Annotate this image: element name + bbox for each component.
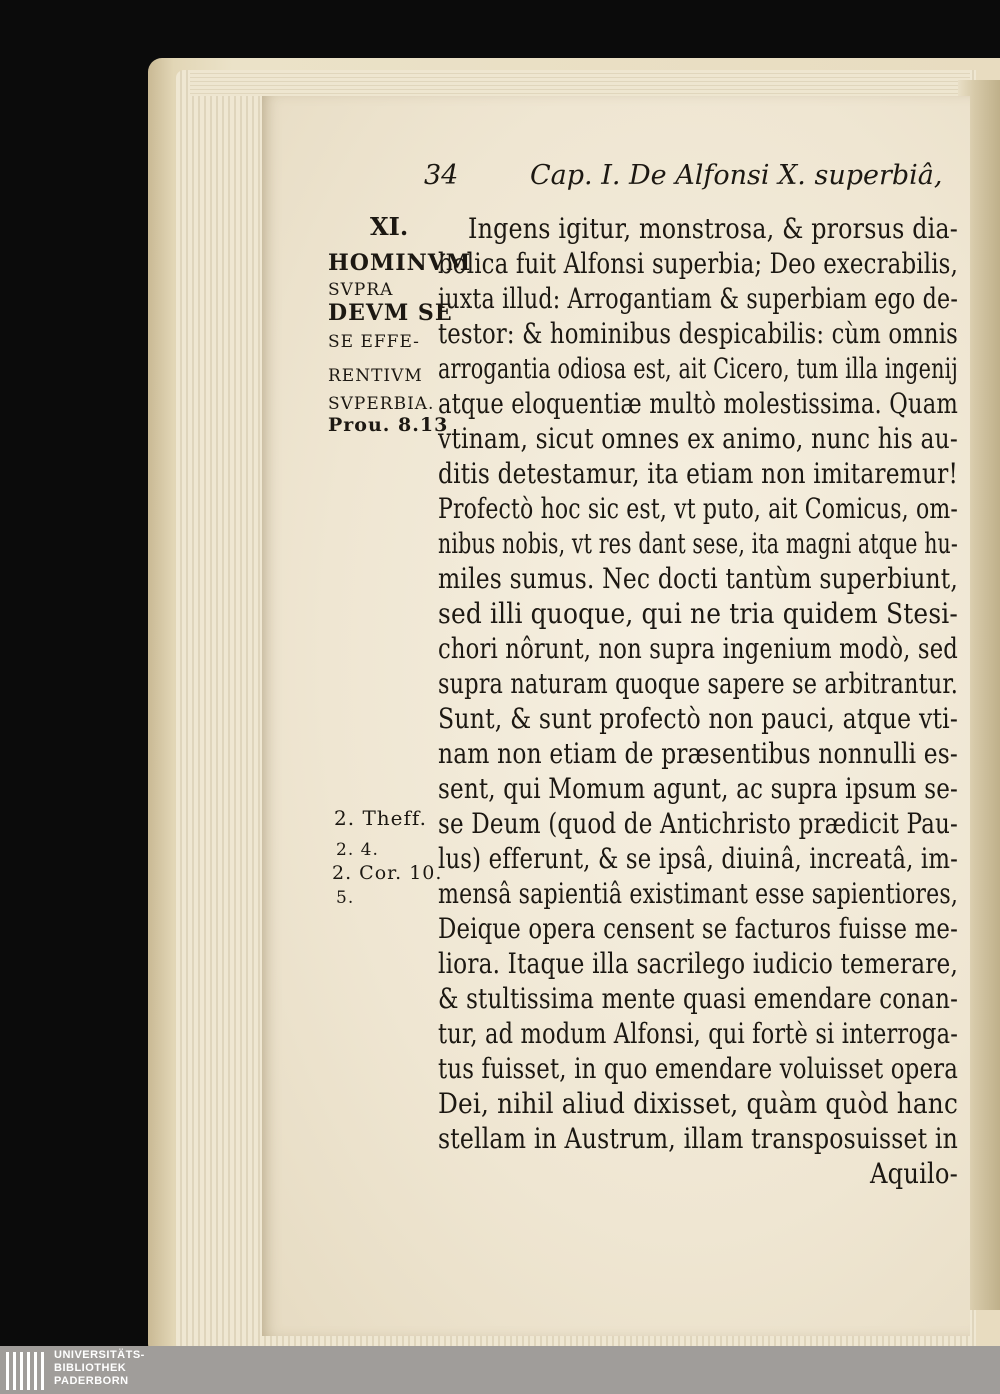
body-line: sed illi quoque, qui ne tria quidem Stesi- bbox=[438, 597, 958, 630]
margin-heading-line: SVPERBIA. bbox=[328, 394, 435, 414]
library-name bbox=[54, 1349, 145, 1388]
page-number: 34 bbox=[424, 160, 459, 191]
body-line: stellam in Austrum, illam transposuisset in bbox=[438, 1122, 958, 1155]
body-line: Sunt, & sunt profectò non pauci, atque vti- bbox=[438, 702, 958, 735]
body-line: & stultissima mente quasi emendare conan- bbox=[438, 982, 958, 1015]
body-line: miles sumus. Nec docti tantùm superbiunt, bbox=[438, 562, 958, 595]
body-line: lus) efferunt, & se ipsâ, diuinâ, increatâ, im- bbox=[438, 842, 958, 875]
margin-heading-line: HOMINVM bbox=[328, 250, 472, 276]
page-stack-top-edge bbox=[190, 70, 970, 96]
margin-heading-line: SE EFFE- bbox=[328, 332, 420, 352]
body-line: chori nôrunt, non supra ingenium modò, sed bbox=[438, 632, 958, 665]
body-line: nam non etiam de præsentibus nonnulli es- bbox=[438, 737, 958, 770]
body-line: Dei, nihil aliud dixisset, quàm quòd hanc bbox=[438, 1087, 958, 1120]
body-line: Profectò hoc sic est, vt puto, ait Comicus, om- bbox=[438, 492, 958, 525]
body-line: liora. Itaque illa sacrilego iudicio temerare, bbox=[438, 947, 958, 980]
margin-reference: 2. Cor. 10. bbox=[332, 862, 443, 884]
library-logo-icon bbox=[6, 1352, 46, 1390]
body-line: Deique opera censent se facturos fuisse me- bbox=[438, 912, 958, 945]
margin-reference: 2. Theff. bbox=[334, 806, 427, 830]
margin-reference: Prou. 8.13 bbox=[328, 414, 449, 436]
running-title: Cap. I. De Alfonsi X. superbiâ, bbox=[530, 160, 943, 191]
body-line: se Deum (quod de Antichristo prædicit Pau- bbox=[438, 807, 958, 840]
library-name-line: PADERBORN bbox=[54, 1375, 129, 1387]
body-line: supra naturam quoque sapere se arbitrantur. bbox=[438, 667, 958, 700]
body-line: testor: & hominibus despicabilis: cùm omnis bbox=[438, 317, 958, 350]
library-name-line: BIBLIOTHEK bbox=[54, 1362, 127, 1374]
margin-reference: 2. 4. bbox=[336, 840, 379, 860]
body-line: mensâ sapientiâ existimant esse sapientiores, bbox=[438, 877, 958, 910]
body-line: arrogantia odiosa est, ait Cicero, tum illa ingenij bbox=[438, 352, 958, 385]
body-line: Ingens igitur, monstrosa, & prorsus dia- bbox=[468, 212, 958, 245]
library-name-line: UNIVERSITÄTS- bbox=[54, 1349, 145, 1361]
body-line: tus fuisset, in quo emendare voluisset opera bbox=[438, 1052, 958, 1085]
body-line: bolica fuit Alfonsi superbia; Deo execrabilis, bbox=[438, 247, 958, 280]
body-line: vtinam, sicut omnes ex animo, nunc his au- bbox=[438, 422, 958, 455]
margin-reference: 5. bbox=[336, 888, 355, 908]
body-line: iuxta illud: Arrogantiam & superbiam ego de- bbox=[438, 282, 958, 315]
body-line: ditis detestamur, ita etiam non imitaremur! bbox=[438, 457, 958, 490]
body-line: tur, ad modum Alfonsi, qui fortè si interroga- bbox=[438, 1017, 958, 1050]
section-number: XI. bbox=[370, 212, 409, 241]
library-footer-bar bbox=[0, 1346, 1000, 1394]
body-line: nibus nobis, vt res dant sese, ita magni atque hu- bbox=[438, 527, 958, 560]
margin-heading-line: RENTIVM bbox=[328, 366, 423, 386]
body-line: sent, qui Momum agunt, ac supra ipsum se- bbox=[438, 772, 958, 805]
margin-heading-line: SVPRA bbox=[328, 280, 394, 300]
catchword: Aquilo- bbox=[870, 1157, 958, 1190]
body-line: atque eloquentiæ multò molestissima. Quam bbox=[438, 387, 958, 420]
margin-heading-line: DEVM SE bbox=[328, 300, 453, 326]
